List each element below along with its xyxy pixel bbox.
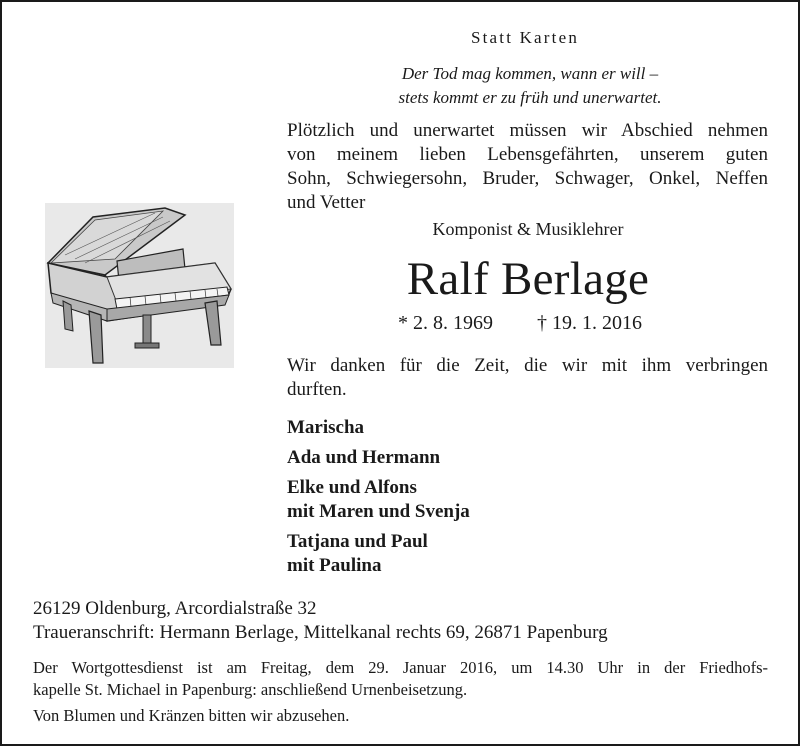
intro-paragraph xyxy=(287,119,768,215)
deceased-name: Ralf Berlage xyxy=(406,253,650,305)
service-line: kapelle St. Michael in Papenburg: anschließend Urnenbeisetzung. xyxy=(33,680,468,699)
intro-line: Sohn, Schwiegersohn, Bruder, Schwager, Onkel, Neffen xyxy=(287,168,768,189)
condolence-address: Traueranschrift: Hermann Berlage, Mittelkanal rechts 69, 26871 Papenburg xyxy=(33,622,608,643)
mourner-name: mit Paulina xyxy=(287,555,382,576)
motto-line: stets kommt er zu früh und unerwartet. xyxy=(398,88,662,107)
mourner-group xyxy=(287,446,470,470)
mourner-group xyxy=(287,416,470,440)
home-address: 26129 Oldenburg, Arcordialstraße 32 xyxy=(33,598,317,619)
profession-label: Komponist & Musiklehrer xyxy=(432,219,624,239)
motto-quote xyxy=(300,62,760,110)
intro-line: Plötzlich und unerwartet müssen wir Abschied nehmen xyxy=(287,120,768,141)
address-block xyxy=(33,597,773,645)
mourners-list xyxy=(287,416,470,584)
mourner-group xyxy=(287,530,470,578)
motto-line: Der Tod mag kommen, wann er will – xyxy=(401,64,659,83)
mourner-name: Elke und Alfons xyxy=(287,477,417,498)
flower-request: Von Blumen und Kränzen bitten wir abzusehen. xyxy=(33,706,350,725)
mourner-group xyxy=(287,476,470,524)
thanks-line: Wir danken für die Zeit, die wir mit ihm verbringen xyxy=(287,355,768,376)
mourner-name: Tatjana und Paul xyxy=(287,531,428,552)
intro-line: von meinem lieben Lebensgefährten, unserem guten xyxy=(287,144,768,165)
thanks-line: durften. xyxy=(287,379,347,400)
mourner-name: mit Maren und Svenja xyxy=(287,501,470,522)
intro-line: und Vetter xyxy=(287,192,366,213)
death-date: † 19. 1. 2016 xyxy=(537,312,642,334)
birth-date: * 2. 8. 1969 xyxy=(398,312,493,334)
grand-piano-icon xyxy=(45,203,234,368)
service-info xyxy=(33,657,768,701)
thanks-paragraph xyxy=(287,354,768,402)
life-dates xyxy=(398,312,642,335)
service-line: Der Wortgottesdienst ist am Freitag, dem 29. Januar 2016, um 14.30 Uhr in der Friedhofs- xyxy=(33,658,768,677)
mourner-name: Marischa xyxy=(287,417,365,438)
mourner-name: Ada und Hermann xyxy=(287,447,441,468)
statt-karten-heading: Statt Karten xyxy=(470,28,580,47)
